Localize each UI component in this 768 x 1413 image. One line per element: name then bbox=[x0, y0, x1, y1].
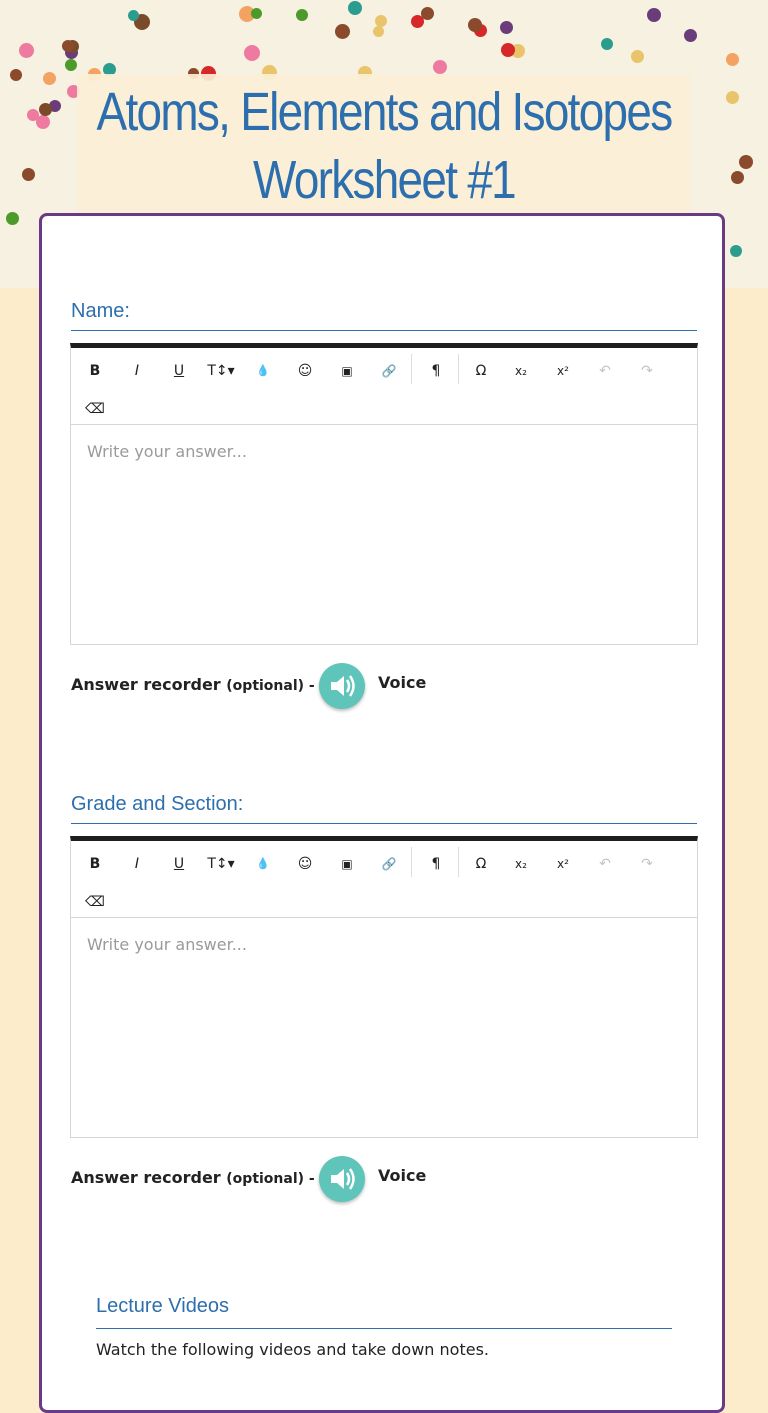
italic-button[interactable]: I bbox=[134, 363, 140, 379]
clear-format-button[interactable]: ⌫ bbox=[85, 401, 105, 417]
grade-section-label: Grade and Section: bbox=[71, 789, 697, 824]
name-label: Name: bbox=[71, 296, 697, 331]
text-size-button[interactable]: T↕▾ bbox=[207, 856, 235, 872]
voice-record-button[interactable] bbox=[319, 1156, 365, 1202]
confetti-dot bbox=[500, 21, 513, 34]
confetti-dot bbox=[296, 9, 308, 21]
confetti-dot bbox=[19, 43, 34, 58]
confetti-dot bbox=[631, 50, 644, 63]
confetti-dot bbox=[348, 1, 362, 15]
redo-button[interactable]: ↷ bbox=[641, 856, 653, 872]
confetti-dot bbox=[731, 171, 744, 184]
toolbar-divider bbox=[411, 354, 412, 384]
answer-placeholder[interactable]: Write your answer... bbox=[87, 442, 247, 461]
recorder-optional: (optional) - bbox=[226, 1171, 315, 1187]
speaker-icon bbox=[319, 1156, 365, 1202]
undo-button[interactable]: ↶ bbox=[599, 363, 611, 379]
confetti-dot bbox=[433, 60, 447, 74]
confetti-dot bbox=[373, 26, 384, 37]
color-button[interactable]: 💧 bbox=[256, 857, 270, 870]
undo-button[interactable]: ↶ bbox=[599, 856, 611, 872]
confetti-dot bbox=[251, 8, 262, 19]
confetti-dot bbox=[601, 38, 613, 50]
emoji-button[interactable]: ☺ bbox=[297, 363, 313, 379]
special-char-button[interactable]: Ω bbox=[475, 363, 487, 379]
confetti-dot bbox=[62, 40, 74, 52]
superscript-button[interactable]: x² bbox=[557, 364, 569, 378]
answer-placeholder[interactable]: Write your answer... bbox=[87, 935, 247, 954]
recorder-label-text: Answer recorder bbox=[71, 675, 221, 694]
image-button[interactable]: ▣ bbox=[341, 857, 353, 871]
recorder-label bbox=[71, 675, 315, 694]
redo-button[interactable]: ↷ bbox=[641, 363, 653, 379]
speaker-icon bbox=[319, 663, 365, 709]
voice-record-button[interactable] bbox=[319, 663, 365, 709]
lecture-videos-heading: Lecture Videos bbox=[96, 1292, 672, 1329]
confetti-dot bbox=[411, 15, 424, 28]
confetti-dot bbox=[726, 91, 739, 104]
confetti-dot bbox=[10, 69, 22, 81]
confetti-dot bbox=[684, 29, 697, 42]
page-title bbox=[92, 78, 677, 214]
confetti-dot bbox=[128, 10, 139, 21]
confetti-dot bbox=[739, 155, 753, 169]
confetti-dot bbox=[468, 18, 482, 32]
subscript-button[interactable]: x₂ bbox=[515, 857, 527, 871]
confetti-dot bbox=[335, 24, 350, 39]
editor-toolbar bbox=[71, 348, 697, 425]
toolbar-divider bbox=[411, 847, 412, 877]
text-size-button[interactable]: T↕▾ bbox=[207, 363, 235, 379]
clear-format-button[interactable]: ⌫ bbox=[85, 894, 105, 910]
paragraph-button[interactable]: ¶ bbox=[431, 363, 441, 379]
confetti-dot bbox=[39, 103, 52, 116]
confetti-dot bbox=[244, 45, 260, 61]
link-button[interactable]: 🔗 bbox=[381, 857, 397, 871]
color-button[interactable]: 💧 bbox=[256, 364, 270, 377]
emoji-button[interactable]: ☺ bbox=[297, 856, 313, 872]
underline-button[interactable]: U bbox=[173, 856, 185, 872]
confetti-dot bbox=[22, 168, 35, 181]
confetti-dot bbox=[43, 72, 56, 85]
superscript-button[interactable]: x² bbox=[557, 857, 569, 871]
editor-toolbar bbox=[71, 841, 697, 918]
confetti-dot bbox=[730, 245, 742, 257]
recorder-label-text: Answer recorder bbox=[71, 1168, 221, 1187]
toolbar-divider bbox=[458, 847, 459, 877]
recorder-optional: (optional) - bbox=[226, 678, 315, 694]
confetti-dot bbox=[726, 53, 739, 66]
confetti-dot bbox=[501, 43, 515, 57]
italic-button[interactable]: I bbox=[134, 856, 140, 872]
subscript-button[interactable]: x₂ bbox=[515, 364, 527, 378]
paragraph-button[interactable]: ¶ bbox=[431, 856, 441, 872]
bold-button[interactable]: B bbox=[89, 363, 101, 379]
underline-button[interactable]: U bbox=[173, 363, 185, 379]
grade-answer-editor[interactable] bbox=[70, 836, 698, 1138]
lecture-instructions: Watch the following videos and take down notes. bbox=[96, 1340, 489, 1359]
title-line-2: Worksheet #1 bbox=[253, 150, 515, 210]
image-button[interactable]: ▣ bbox=[341, 364, 353, 378]
bold-button[interactable]: B bbox=[89, 856, 101, 872]
confetti-dot bbox=[647, 8, 661, 22]
confetti-dot bbox=[6, 212, 19, 225]
voice-label: Voice bbox=[378, 1166, 427, 1185]
recorder-label bbox=[71, 1168, 315, 1187]
voice-label: Voice bbox=[378, 673, 427, 692]
toolbar-divider bbox=[458, 354, 459, 384]
link-button[interactable]: 🔗 bbox=[381, 364, 397, 378]
name-answer-editor[interactable] bbox=[70, 343, 698, 645]
confetti-dot bbox=[27, 109, 39, 121]
confetti-dot bbox=[65, 59, 77, 71]
title-line-1: Atoms, Elements and Isotopes bbox=[96, 82, 672, 142]
special-char-button[interactable]: Ω bbox=[475, 856, 487, 872]
